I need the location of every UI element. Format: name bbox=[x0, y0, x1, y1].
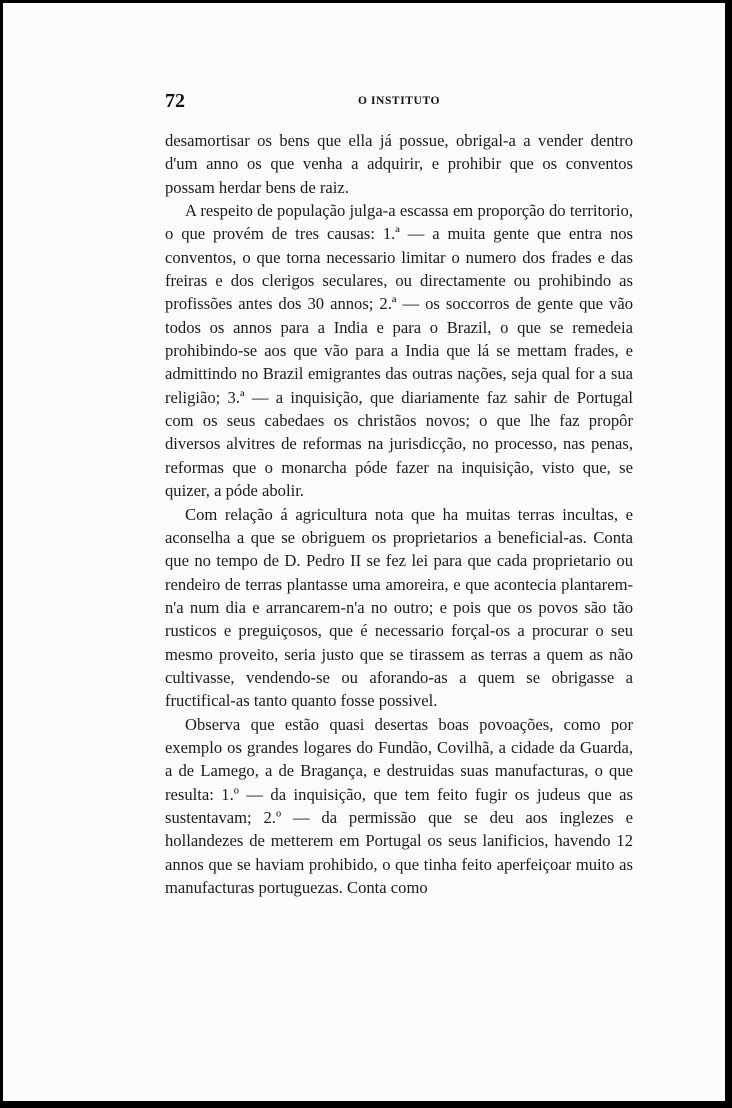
paragraph-1: desamortisar os bens que ella já possue, obrigal-a a vender dentro d'um anno os que venha a adquirir, e prohibir que os conventos possam herdar bens de raiz. bbox=[165, 131, 633, 197]
running-title: O INSTITUTO bbox=[357, 95, 441, 107]
running-head bbox=[165, 89, 633, 113]
page-number: 72 bbox=[165, 90, 185, 112]
paragraph-3: Com relação á agricultura nota que ha muitas terras incultas, e aconselha a que se obriguem os proprietarios a beneficial-as. Conta que no tempo de D. Pedro II se fez lei para que cada proprietario ou rendeiro de terras plantasse uma amoreira, e que acontecia plantarem-n'a num dia e arrancarem-n'a no outro; e pois que os povos são tão rusticos e preguiçosos, que é necessario forçal-os a procurar o seu mesmo proveito, seria justo que se tirassem as terras a quem as não cultivasse, vendendo-se ou aforando-as a quem se obrigasse a fructifical-as tanto quanto fosse possivel. bbox=[165, 504, 633, 711]
book-page bbox=[165, 89, 633, 897]
body-text bbox=[165, 129, 633, 899]
paragraph-2: A respeito de população julga-a escassa em proporção do territorio, o que provém de tres causas: 1.ª — a muita gente que entra nos conventos, o que torna necessario limitar o numero dos frades e das freiras e dos clerigos seculares, ou directamente ou prohibindo as profissões antes dos 30 annos; 2.ª — os soccorros de gente que vão todos os annos para a India e para o Brazil, o que se remedeia prohibindo-se aos que vão para a India que lá se mettam frades, e admittindo no Brazil emigrantes das outras nações, seja qual for a sua religião; 3.ª — a inquisição, que diariamente faz sahir de Portugal com os seus cabedaes os christãos novos; o que lhe faz propôr diversos alvitres de reformas na jurisdicção, no processo, nas penas, reformas que o monarcha póde fazer na inquisição, visto que, se quizer, a póde abolir. bbox=[165, 201, 633, 501]
paragraph-4: Observa que estão quasi desertas boas povoações, como por exemplo os grandes logares do Fundão, Covilhã, a cidade da Guarda, a de Lamego, a de Bragança, e destruidas suas manufacturas, o que resulta: 1.º — da inquisição, que tem feito fugir os judeus que as sustentavam; 2.º — da permissão que se deu aos inglezes e hollandezes de metterem em Portugal os seus lanificios, havendo 12 annos que se haviam prohibido, o que tinha feito aperfeiçoar muito as manufacturas portuguezas. Conta como bbox=[165, 714, 633, 897]
